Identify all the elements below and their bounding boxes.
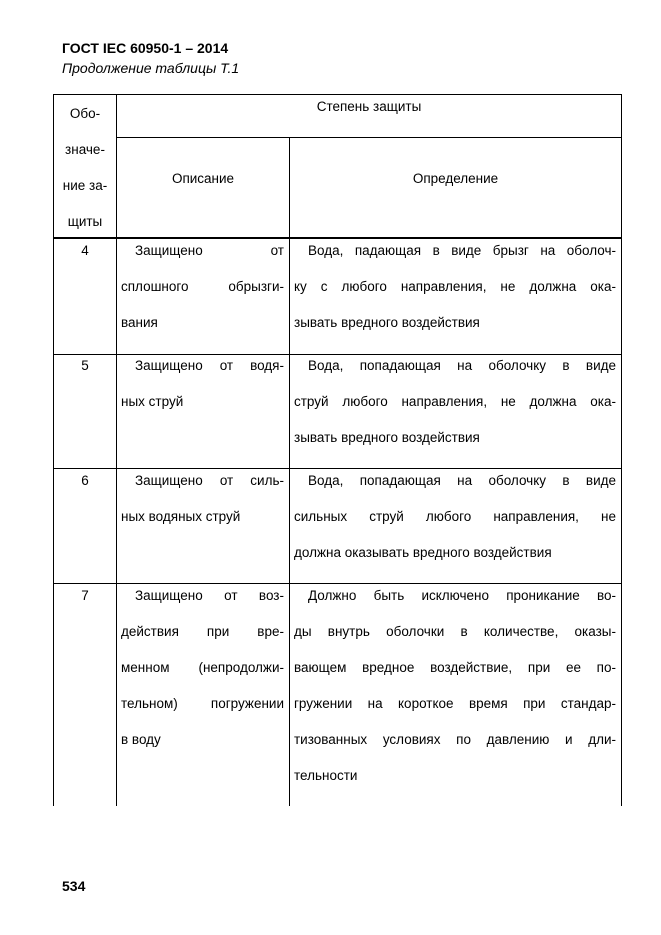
group-header-divider	[116, 137, 622, 138]
row-definition: Вода, падающая в виде брызг на оболоч- ку с любого направления, не должна ока- зывать вредного воздействия	[294, 243, 616, 330]
table-continuation-caption: Продолжение таблицы Т.1	[62, 60, 240, 76]
page-number: 534	[62, 878, 86, 894]
col-header-description: Описание	[171, 171, 235, 186]
row-description: Защищено от сплошного обрызги- вания	[121, 243, 284, 330]
group-header-protection-degree: Степень защиты	[316, 99, 422, 114]
row-description: Защищено от водя- ных струй	[121, 358, 284, 409]
table-right-border	[621, 94, 622, 806]
row-definition: Вода, попадающая на оболочку в виде сильных струй любого направления, не должна оказывать вредного воздействия	[294, 473, 616, 560]
row-code: 4	[81, 243, 89, 258]
document-code: ГОСТ IEC 60950-1 – 2014	[62, 40, 229, 56]
col-header-code: Обо- значе- ние за- щиты	[62, 106, 108, 229]
row-description: Защищено от силь- ных водяных струй	[121, 473, 284, 524]
row-code: 6	[81, 473, 89, 488]
row-description: Защищено от воз- действия при вре- менном (непродолжи- тельном) погружении в воду	[121, 588, 284, 747]
row-definition: Должно быть исключено проникание во- ды внутрь оболочки в количестве, оказы- вающем вредное воздействие, при ее по- гружении на короткое время при стандар- тизованных условиях по давлению и дли- тельности	[294, 588, 616, 783]
col-header-definition: Определение	[412, 171, 499, 186]
row-code: 7	[81, 588, 89, 603]
row-definition: Вода, попадающая на оболочку в виде струй любого направления, не должна ока- зывать вредного воздействия	[294, 358, 616, 445]
column-divider-1	[116, 94, 117, 806]
row-code: 5	[81, 358, 89, 373]
